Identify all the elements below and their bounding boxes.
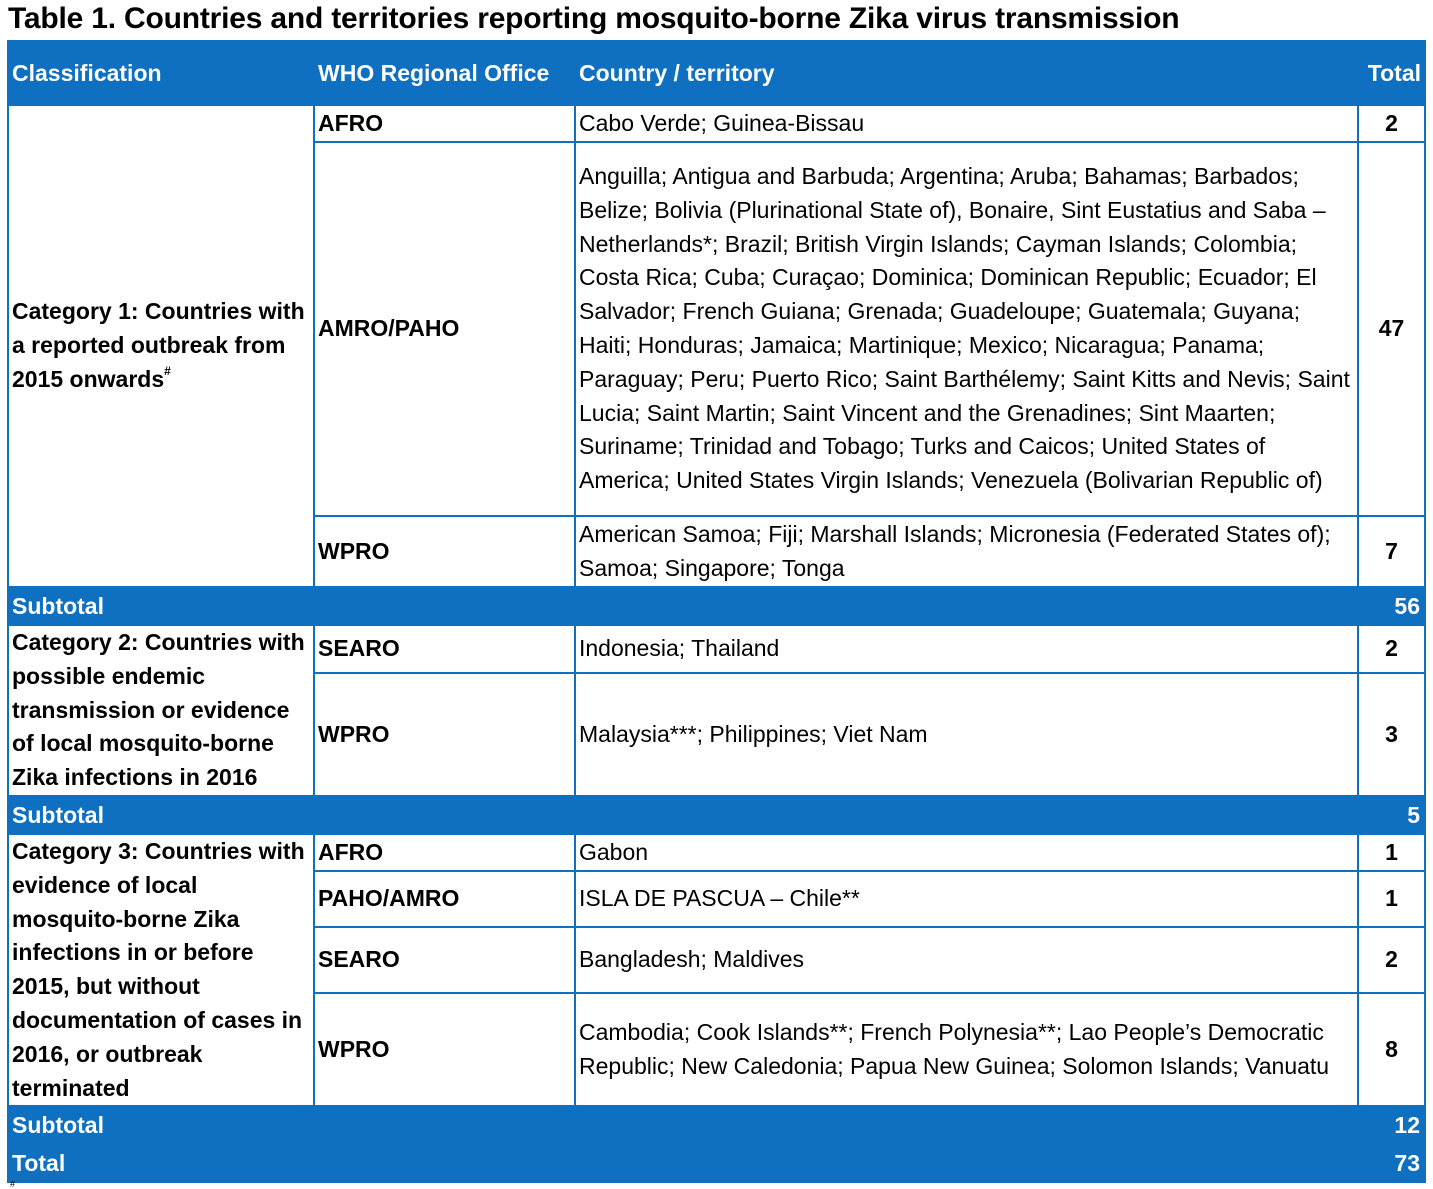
row-total: 2 xyxy=(1358,927,1425,993)
category-3-label: Category 3: Countries with evidence of local mosquito-borne Zika infections in or before 2015, but without documentation of cases in 2016, or outbreak terminated xyxy=(8,834,314,1106)
header-classification: Classification xyxy=(8,41,314,105)
table-row xyxy=(8,834,1425,871)
category-1-label: Category 1: Countries with a reported outbreak from 2015 onwards# xyxy=(8,105,314,587)
who-office: AFRO xyxy=(314,834,575,871)
subtotal-label: Subtotal xyxy=(8,1106,1358,1144)
subtotal-label: Subtotal xyxy=(8,587,1358,625)
who-office: AFRO xyxy=(314,105,575,142)
subtotal-value: 5 xyxy=(1358,796,1425,834)
row-total: 7 xyxy=(1358,516,1425,587)
zika-transmission-table xyxy=(7,40,1426,1183)
total-row xyxy=(8,1144,1425,1182)
table-row xyxy=(8,625,1425,673)
who-office: PAHO/AMRO xyxy=(314,871,575,927)
row-total: 1 xyxy=(1358,871,1425,927)
who-office: WPRO xyxy=(314,993,575,1106)
subtotal-value: 56 xyxy=(1358,587,1425,625)
header-country: Country / territory xyxy=(575,41,1358,105)
country-list: Anguilla; Antigua and Barbuda; Argentina; Aruba; Bahamas; Barbados; Belize; Bolivia (Plurinational State of), Bonaire, Sint Eustatius and Saba – Netherlands*; Brazil; British Virgin Islands; Cayman Islands; Colombia; Costa Rica; Cuba; Curaçao; Dominica; Dominican Republic; Ecuador; El Salvador; French Guiana; Grenada; Guadeloupe; Guatemala; Guyana; Haiti; Honduras; Jamaica; Martinique; Mexico; Nicaragua; Panama; Paraguay; Peru; Puerto Rico; Saint Barthélemy; Saint Kitts and Nevis; Saint Lucia; Saint Martin; Saint Vincent and the Grenadines; Sint Maarten; Suriname; Trinidad and Tobago; Turks and Caicos; United States of America; United States Virgin Islands; Venezuela (Bolivarian Republic of) xyxy=(575,142,1358,516)
subtotal-label: Subtotal xyxy=(8,796,1358,834)
row-total: 2 xyxy=(1358,625,1425,673)
footnote-mark: # xyxy=(164,363,171,378)
total-label: Total xyxy=(8,1144,1358,1182)
row-total: 3 xyxy=(1358,673,1425,796)
subtotal-value: 12 xyxy=(1358,1106,1425,1144)
subtotal-row xyxy=(8,796,1425,834)
country-list: American Samoa; Fiji; Marshall Islands; Micronesia (Federated States of); Samoa; Singapore; Tonga xyxy=(575,516,1358,587)
row-total: 1 xyxy=(1358,834,1425,871)
who-office: WPRO xyxy=(314,673,575,796)
footnote-mark: # xyxy=(10,1179,16,1189)
country-list: ISLA DE PASCUA – Chile** xyxy=(575,871,1358,927)
country-list: Cabo Verde; Guinea-Bissau xyxy=(575,105,1358,142)
who-office: SEARO xyxy=(314,625,575,673)
country-list: Malaysia***; Philippines; Viet Nam xyxy=(575,673,1358,796)
total-value: 73 xyxy=(1358,1144,1425,1182)
subtotal-row xyxy=(8,587,1425,625)
who-office: WPRO xyxy=(314,516,575,587)
table-row xyxy=(8,105,1425,142)
category-2-label: Category 2: Countries with possible endemic transmission or evidence of local mosquito-borne Zika infections in 2016 xyxy=(8,625,314,796)
header-row xyxy=(8,41,1425,105)
country-list: Cambodia; Cook Islands**; French Polynesia**; Lao People’s Democratic Republic; New Caledonia; Papua New Guinea; Solomon Islands; Vanuatu xyxy=(575,993,1358,1106)
row-total: 2 xyxy=(1358,105,1425,142)
country-list: Indonesia; Thailand xyxy=(575,625,1358,673)
table-title: Table 1. Countries and territories reporting mosquito-borne Zika virus transmission xyxy=(8,2,1180,35)
row-total: 8 xyxy=(1358,993,1425,1106)
who-office: AMRO/PAHO xyxy=(314,142,575,516)
row-total: 47 xyxy=(1358,142,1425,516)
country-list: Bangladesh; Maldives xyxy=(575,927,1358,993)
country-list: Gabon xyxy=(575,834,1358,871)
subtotal-row xyxy=(8,1106,1425,1144)
header-total: Total xyxy=(1358,41,1425,105)
who-office: SEARO xyxy=(314,927,575,993)
header-who-office: WHO Regional Office xyxy=(314,41,575,105)
